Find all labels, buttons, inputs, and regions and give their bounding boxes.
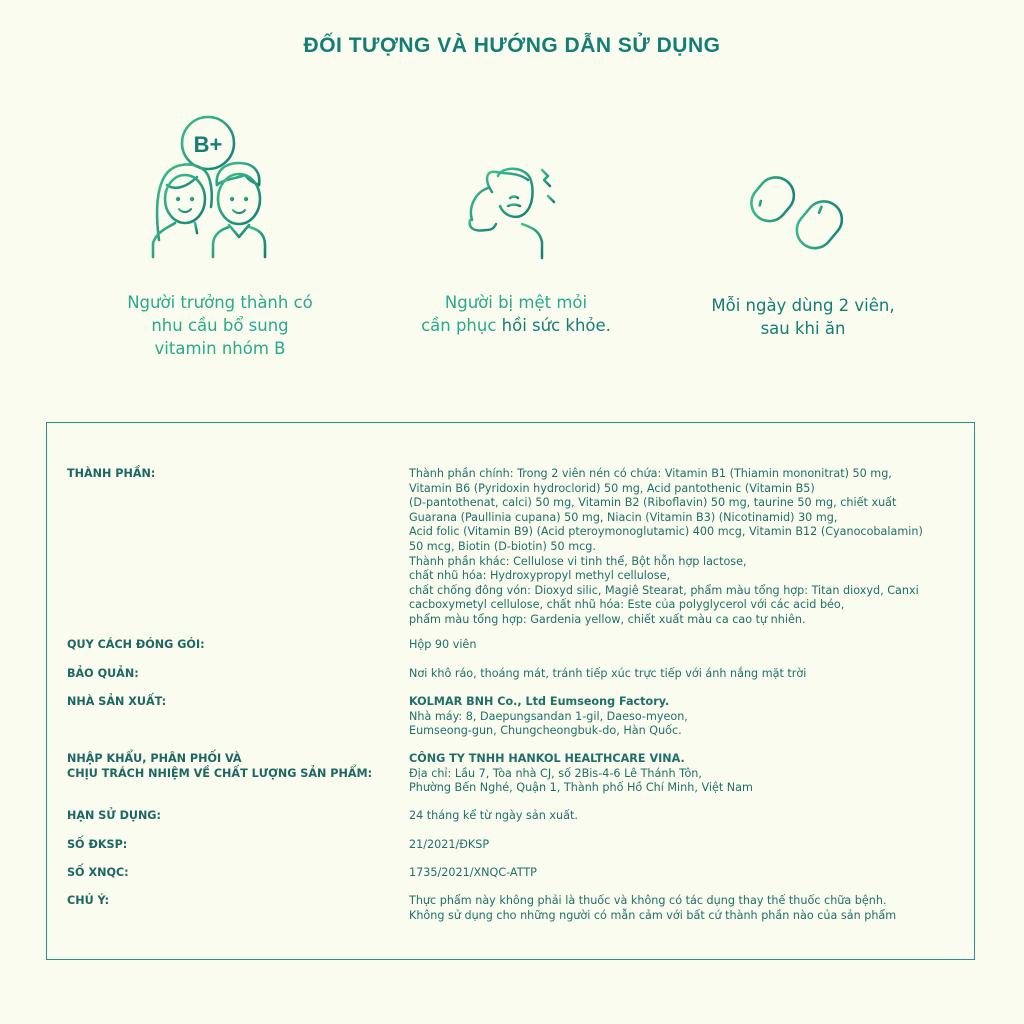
badge-text: B+ [193,132,223,157]
storage-label: BẢO QUẢN: [67,667,139,680]
couple-icon [145,115,290,265]
dksp-value: 21/2021/ĐKSP [409,838,490,851]
caption-line: cần phục [421,316,502,335]
text-line: chất chống đông vón: Dioxyd silic, Magiê Stearat, phẩm màu tổng hợp: Titan dioxyd, Canxi [409,583,919,597]
text-line: Địa chỉ: Lầu 7, Tòa nhà CJ, số 2Bis-4-6 Lê Thánh Tôn, [409,766,702,780]
expiry-label: HẠN SỬ DỤNG: [67,809,161,822]
target-tired-caption [386,291,646,337]
dosage-caption [673,294,933,340]
text-line: Guarana (Paullinia cupana) 50 mg, Niacin (Vitamin B3) (Nicotinamid) 30 mg, [409,510,838,524]
product-info-box [46,422,975,960]
target-adults-caption [90,291,350,360]
caption-line: Mỗi ngày dùng 2 viên, [711,296,895,315]
text-line: Thành phần khác: Cellulose vi tinh thể, Bột hỗn hợp lactose, [409,554,747,568]
importer-label [67,752,397,781]
text-line: Không sử dụng cho những người có mẫn cảm với bất cứ thành phần nào của sản phẩm [409,908,897,922]
text-line: (D-pantothenat, calci) 50 mg, Vitamin B2 (Riboflavin) 50 mg, taurine 50 mg, chiết xuất [409,496,897,510]
manufacturer-name: KOLMAR BNH Co., Ltd Eumseong Factory. [409,695,670,708]
text-line: Vitamin B6 (Pyridoxin hydroclorid) 50 mg, Acid pantothenic (Vitamin B5) [409,481,815,495]
importer-name: CÔNG TY TNHH HANKOL HEALTHCARE VINA. [409,752,685,765]
text-line: Acid folic (Vitamin B9) (Acid pteroymonoglutamic) 400 mcg, Vitamin B12 (Cyanocobalamin) [409,525,923,539]
caption-line: Người trưởng thành có [127,293,313,312]
packaging-value: Hộp 90 viên [409,638,477,651]
text-line: Thực phẩm này không phải là thuốc và không có tác dụng thay thế thuốc chữa bệnh. [409,894,887,907]
packaging-label: QUY CÁCH ĐÓNG GÓI: [67,638,205,651]
ingredients-label: THÀNH PHẦN: [67,467,156,480]
text-line: Nhà máy: 8, Daepungsandan 1-gil, Daeso-myeon, [409,709,688,723]
text-line: phẩm màu tổng hợp: Gardenia yellow, chiết xuất màu ca cao tự nhiên. [409,612,806,626]
page-title: ĐỐI TƯỢNG VÀ HƯỚNG DẪN SỬ DỤNG [303,34,721,57]
text-line: Thành phần chính: Trong 2 viên nén có chứa: Vitamin B1 (Thiamin mononitrat) 50 mg, [409,467,892,480]
caption-line: Người bị mệt mỏi [444,293,588,312]
text-line: Phường Bến Nghé, Quận 1, Thành phố Hồ Chí Minh, Việt Nam [409,781,753,795]
dksp-label: SỐ ĐKSP: [67,838,128,851]
manufacturer-label: NHÀ SẢN XUẤT: [67,695,167,708]
text-line: 50 mcg, Biotin (D-biotin) 50 mcg. [409,539,596,553]
text-line: cacboxymetyl cellulose, chất nhũ hóa: Este của polyglycerol với các acid béo, [409,598,845,612]
xnqc-value: 1735/2021/XNQC-ATTP [409,866,537,879]
capsules-icon [740,160,850,260]
caption-line: vitamin nhóm B [154,339,286,358]
text-line: chất nhũ hóa: Hydroxypropyl methyl cellulose, [409,569,671,583]
caption-emphasis: hồi sức khỏe. [501,316,611,335]
ingredients-value [409,467,969,628]
expiry-value: 24 tháng kể từ ngày sản xuất. [409,809,578,822]
label-line: CHỊU TRÁCH NHIỆM VỀ CHẤT LƯỢNG SẢN PHẨM: [67,766,373,780]
storage-value: Nơi khô ráo, thoáng mát, tránh tiếp xúc trực tiếp với ánh nắng mặt trời [409,667,807,680]
text-line: Eumseong-gun, Chungcheongbuk-do, Hàn Quốc. [409,724,682,738]
note-label: CHÚ Ý: [67,894,110,907]
xnqc-label: SỐ XNQC: [67,866,129,879]
caption-line: nhu cầu bổ sung [151,316,289,335]
label-line: NHẬP KHẨU, PHÂN PHỐI VÀ [67,752,242,765]
caption-line: sau khi ăn [760,319,846,338]
tired-person-icon [462,158,562,263]
